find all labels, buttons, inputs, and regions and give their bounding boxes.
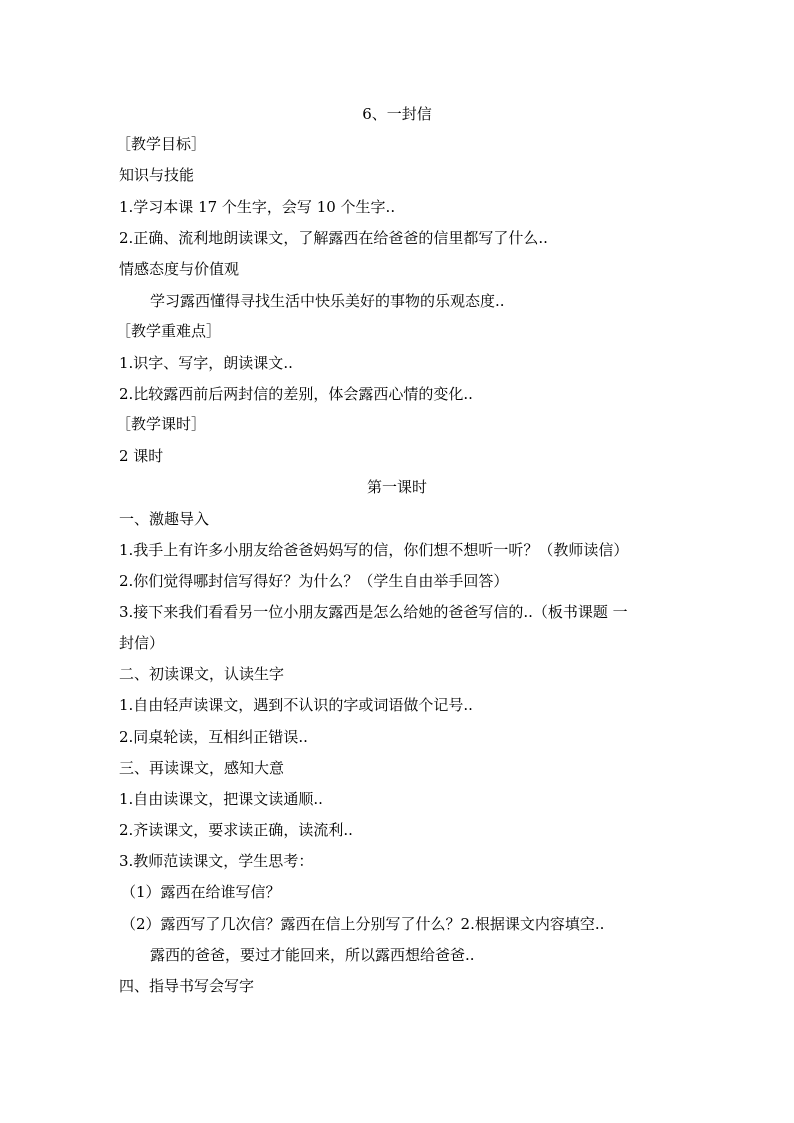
periods-heading: ［教学课时］ [116,415,207,433]
section-3-item-1: 1.自由读课文，把课文读通顺.. [119,790,323,808]
section-3-heading: 三、再读课文，感知大意 [119,759,285,777]
key-point-2: 2.比较露西前后两封信的差别，体会露西心情的变化.. [119,385,473,403]
section-1-heading: 一、激趣导入 [119,510,210,528]
section-3-question-1: （1）露西在给谁写信？ [121,883,281,901]
key-points-heading: ［教学重难点］ [116,322,222,340]
section-1-item-3-line-2: 封信） [119,634,165,652]
section-1-item-3-line-1: 3.接下来我们看看另一位小朋友露西是怎么给她的爸爸写信的..（板书课题 一 [119,603,628,621]
section-1-item-1: 1.我手上有许多小朋友给爸爸妈妈写的信，你们想不想听一听？（教师读信） [119,541,629,559]
goal-item-1: 1.学习本课 17 个生字，会写 10 个生字.. [119,198,396,216]
emotion-heading: 情感态度与价值观 [119,260,240,278]
section-2-heading: 二、初读课文，认读生字 [119,665,285,683]
first-period-heading: 第一课时 [366,478,427,496]
knowledge-skills-heading: 知识与技能 [119,166,195,184]
section-3-fill-blank: 露西的爸爸，要过才能回来，所以露西想给爸爸.. [150,946,475,964]
goal-item-2: 2.正确、流利地朗读课文，了解露西在给爸爸的信里都写了什么.. [119,229,548,247]
section-4-heading: 四、指导书写会写字 [119,977,255,995]
section-2-item-1: 1.自由轻声读课文，遇到不认识的字或词语做个记号.. [119,696,473,714]
emotion-text: 学习露西懂得寻找生活中快乐美好的事物的乐观态度.. [150,292,505,310]
periods-value: 2 课时 [119,447,164,465]
key-point-1: 1.识字、写字，朗读课文.. [119,354,293,372]
section-3-question-2: （2）露西写了几次信？露西在信上分别写了什么？2.根据课文内容填空.. [121,915,605,933]
section-3-item-3: 3.教师范读课文，学生思考： [119,852,314,870]
lesson-title: 6、一封信 [362,105,432,123]
section-2-item-2: 2.同桌轮读，互相纠正错误.. [119,728,308,746]
section-1-item-2: 2.你们觉得哪封信写得好？为什么？（学生自由举手回答） [119,572,509,590]
teaching-goals-heading: ［教学目标］ [116,135,207,153]
section-3-item-2: 2.齐读课文，要求读正确，读流利.. [119,821,353,839]
